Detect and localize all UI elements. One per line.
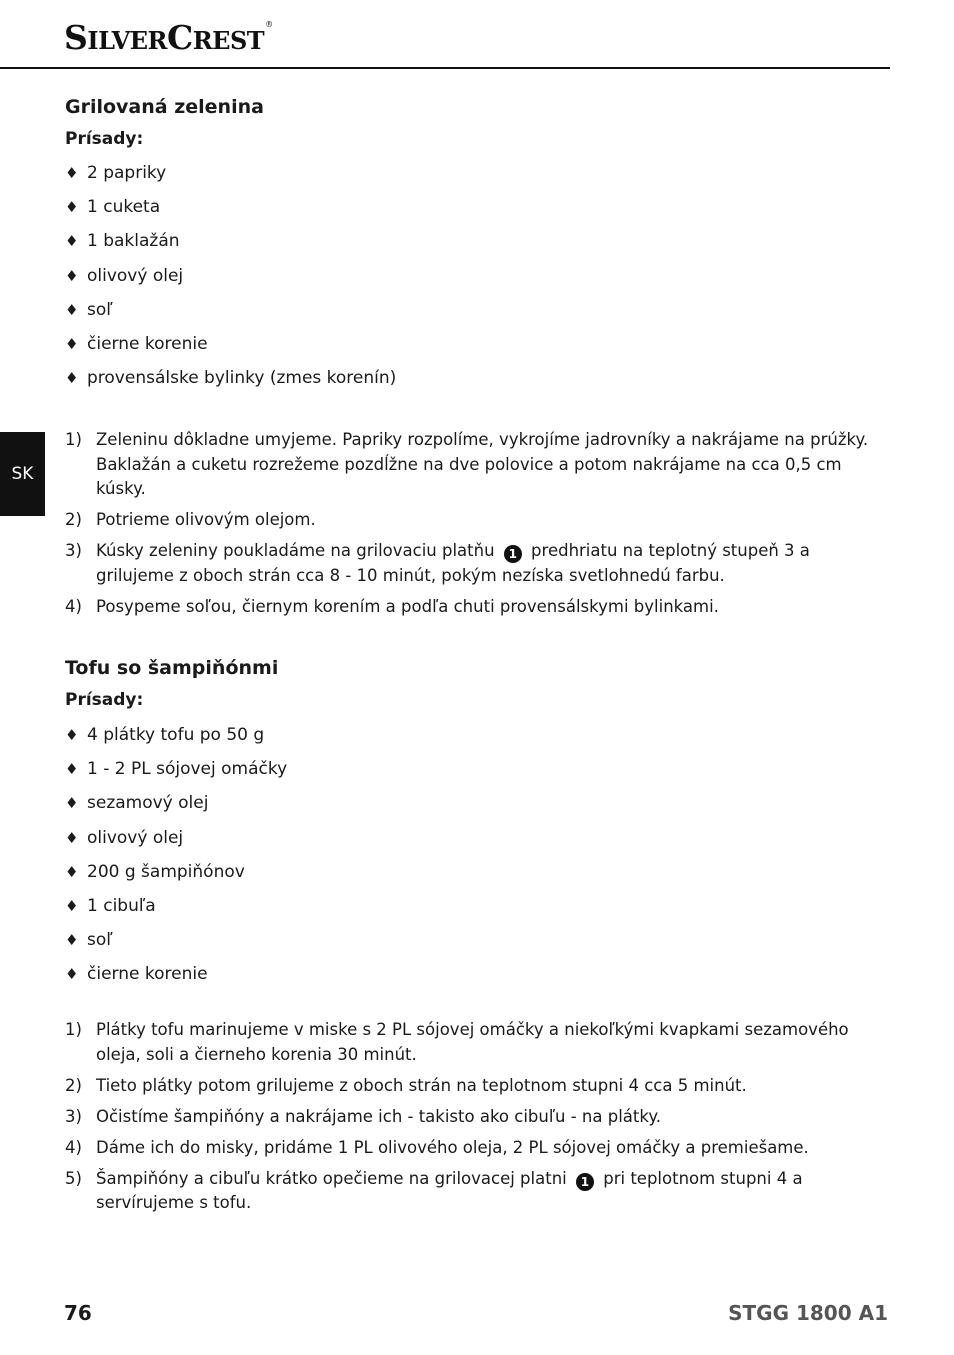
ingredients-heading-1: Prísady: bbox=[65, 129, 144, 149]
step-item: 4) Posypeme soľou, čiernym korením a podľa chuti provensálskymi bylinkami. bbox=[65, 596, 719, 616]
list-item: ♦ 1 cibuľa bbox=[65, 894, 287, 928]
diamond-bullet-icon: ♦ bbox=[65, 334, 79, 353]
list-item: ♦ provensálske bylinky (zmes korenín) bbox=[65, 366, 396, 400]
ingredient-list-1 bbox=[65, 161, 396, 400]
diamond-bullet-icon: ♦ bbox=[65, 862, 79, 881]
diamond-bullet-icon: ♦ bbox=[65, 369, 79, 388]
steps-list-1 bbox=[65, 428, 885, 626]
list-item: ♦ čierne korenie bbox=[65, 962, 287, 996]
step-item: 4) Dáme ich do misky, pridáme 1 PL olivového oleja, 2 PL sójovej omáčky a premiešame. bbox=[65, 1137, 809, 1157]
list-item: ♦ 2 papriky bbox=[65, 161, 396, 195]
ingredient-list-2 bbox=[65, 723, 287, 997]
part-number-1-icon: 1 bbox=[504, 545, 522, 563]
header-divider bbox=[0, 67, 890, 69]
step-item: 2) Potrieme olivovým olejom. bbox=[65, 510, 316, 530]
language-tab: SK bbox=[0, 432, 45, 516]
step-item: 2) Tieto plátky potom grilujeme z oboch strán na teplotnom stupni 4 cca 5 minút. bbox=[65, 1075, 747, 1095]
list-item: ♦ 4 plátky tofu po 50 g bbox=[65, 723, 287, 757]
diamond-bullet-icon: ♦ bbox=[65, 198, 79, 217]
diamond-bullet-icon: ♦ bbox=[65, 896, 79, 915]
page-number: 76 bbox=[64, 1301, 92, 1325]
recipe-title-grilled-vegetables: Grilovaná zelenina bbox=[65, 96, 264, 118]
list-item: ♦ čierne korenie bbox=[65, 332, 396, 366]
diamond-bullet-icon: ♦ bbox=[65, 232, 79, 251]
diamond-bullet-icon: ♦ bbox=[65, 760, 79, 779]
step-item: 3) Kúsky zeleniny poukladáme na grilovaciu platňu 1 predhriatu na teplotný stupeň 3 a grilujeme z oboch strán cca 8 - 10 minút, pokým nezíska svetlohnedú farbu. bbox=[65, 541, 810, 585]
list-item: ♦ soľ bbox=[65, 298, 396, 332]
step-item: 3) Očistíme šampiňóny a nakrájame ich - takisto ako cibuľu - na plátky. bbox=[65, 1106, 662, 1126]
diamond-bullet-icon: ♦ bbox=[65, 164, 79, 182]
model-number: STGG 1800 A1 bbox=[728, 1301, 888, 1325]
recipe-title-tofu-mushrooms: Tofu so šampiňónmi bbox=[65, 657, 279, 679]
step-item: 1) Plátky tofu marinujeme v miske s 2 PL sójovej omáčky a niekoľkými kvapkami sezamového oleja, soli a čierneho korenia 30 minút. bbox=[65, 1020, 849, 1064]
brand-logo: SILVERCREST® bbox=[64, 18, 273, 57]
diamond-bullet-icon: ♦ bbox=[65, 794, 79, 813]
diamond-bullet-icon: ♦ bbox=[65, 931, 79, 950]
diamond-bullet-icon: ♦ bbox=[65, 726, 79, 744]
list-item: ♦ olivový olej bbox=[65, 826, 287, 860]
list-item: ♦ 200 g šampiňónov bbox=[65, 860, 287, 894]
list-item: ♦ 1 baklažán bbox=[65, 229, 396, 263]
list-item: ♦ soľ bbox=[65, 928, 287, 962]
diamond-bullet-icon: ♦ bbox=[65, 266, 79, 285]
list-item: ♦ olivový olej bbox=[65, 264, 396, 298]
steps-list-2 bbox=[65, 1018, 885, 1222]
step-item: 5) Šampiňóny a cibuľu krátko opečieme na grilovacej platni 1 pri teplotnom stupni 4 a servírujeme s tofu. bbox=[65, 1168, 803, 1213]
diamond-bullet-icon: ♦ bbox=[65, 300, 79, 319]
part-number-1-icon: 1 bbox=[576, 1173, 594, 1191]
diamond-bullet-icon: ♦ bbox=[65, 965, 79, 984]
list-item: ♦ 1 cuketa bbox=[65, 195, 396, 229]
list-item: ♦ 1 - 2 PL sójovej omáčky bbox=[65, 757, 287, 791]
diamond-bullet-icon: ♦ bbox=[65, 828, 79, 847]
ingredients-heading-2: Prísady: bbox=[65, 690, 144, 710]
list-item: ♦ sezamový olej bbox=[65, 791, 287, 825]
step-item: 1) Zeleninu dôkladne umyjeme. Papriky rozpolíme, vykrojíme jadrovníky a nakrájame na prúžky. Baklažán a cuketu rozrežeme pozdĺžne na dve polovice a potom nakrájame na cca 0,5 cm kúsky. bbox=[65, 430, 869, 498]
